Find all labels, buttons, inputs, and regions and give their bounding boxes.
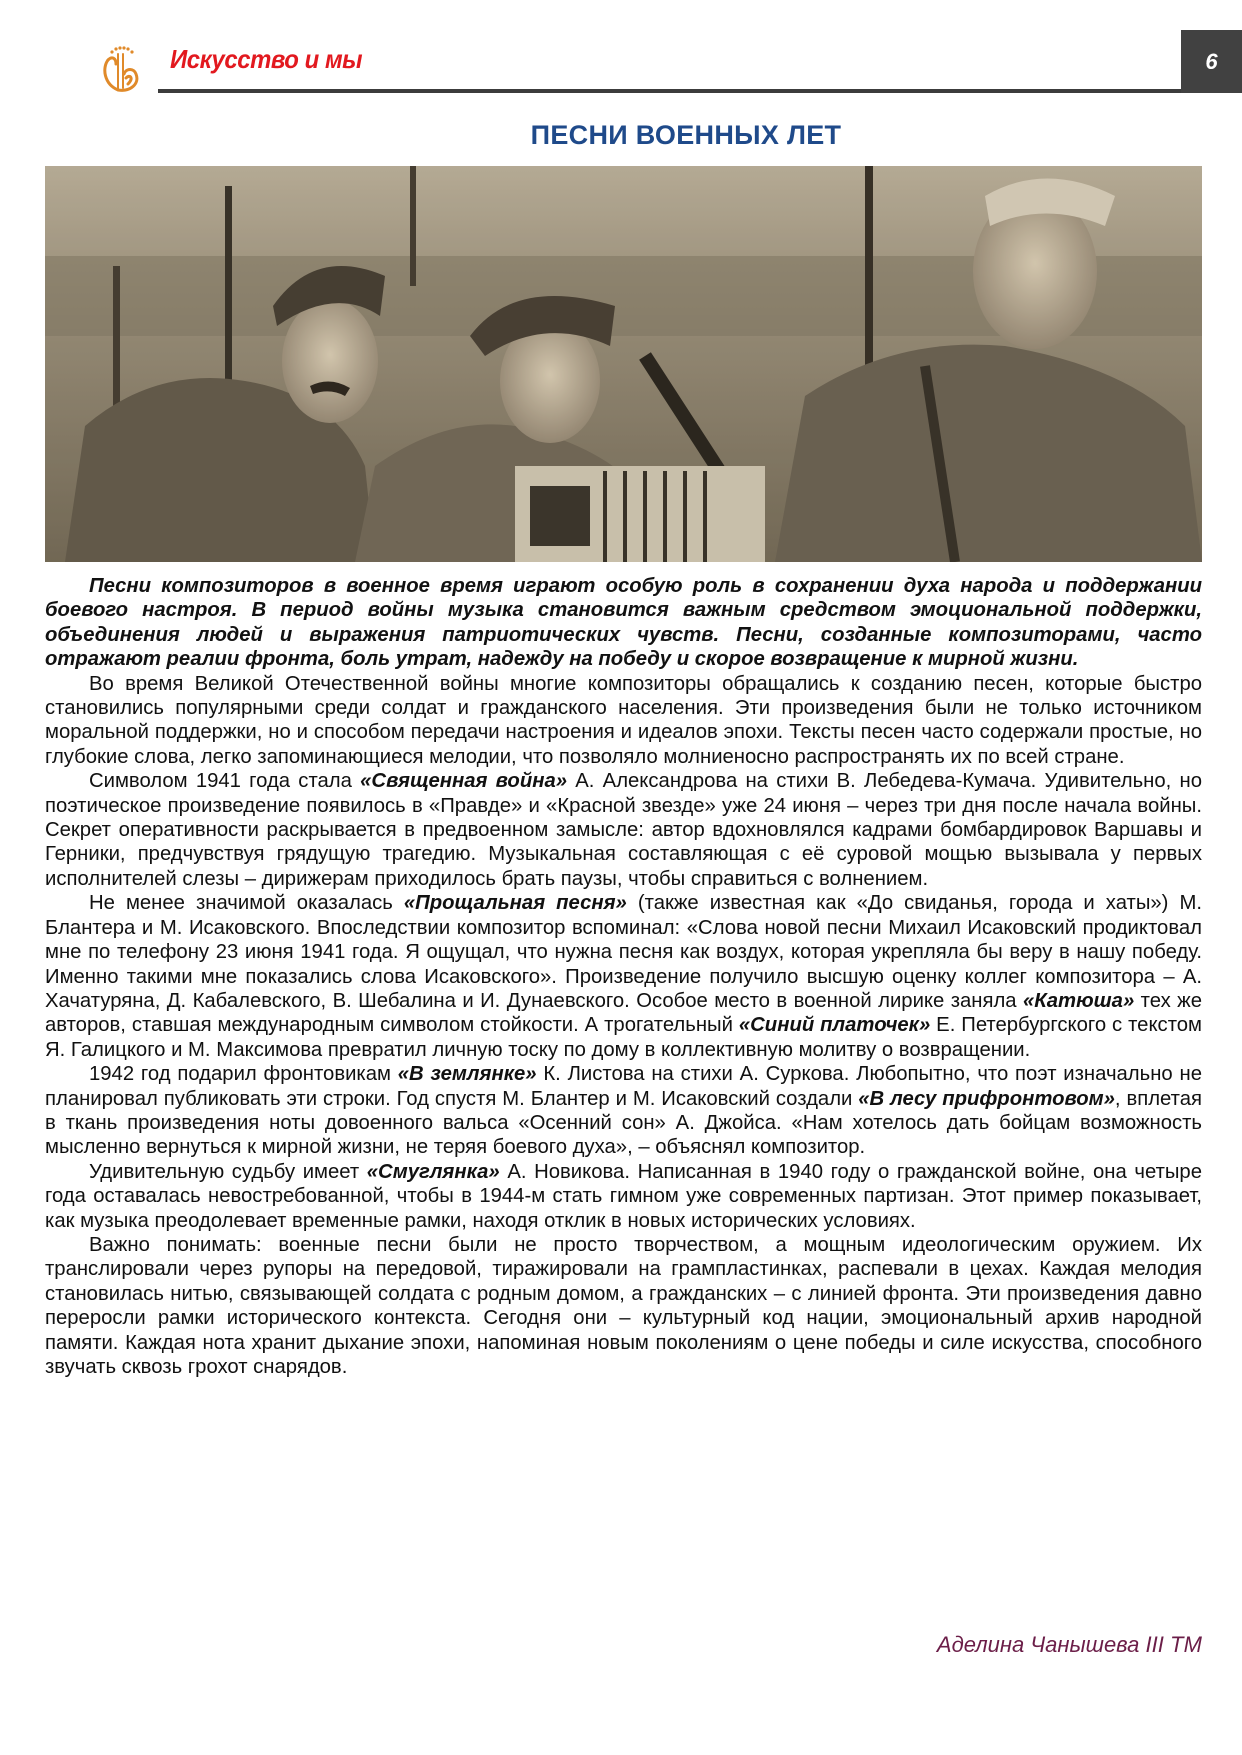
page-number-badge — [1181, 30, 1242, 93]
song-title-smuglyanka: «Смуглянка» — [366, 1160, 500, 1183]
text-fragment: Не менее значимой оказалась — [89, 892, 404, 915]
paragraph-5 — [45, 1160, 1202, 1233]
author-signature: Аделина Чанышева III ТМ — [936, 1632, 1202, 1657]
text-fragment: , вплетая в ткань произведения ноты довоенного вальса «Осенний сон» А. Джойса. «Нам хотелось дать бойцам возможность мысленно вернуться к мирной жизни, не теряя боевого духа», – объяснял композитор. — [45, 1087, 1202, 1159]
song-title-dugout: «В землянке» — [397, 1063, 537, 1086]
article-body — [45, 574, 1202, 1379]
soldiers-photo-illustration — [45, 166, 1202, 562]
article-photo — [45, 166, 1202, 562]
text-fragment: Удивительную судьбу имеет — [89, 1160, 367, 1183]
text-fragment: Е. Петербургского с текстом Я. Галицкого и М. Максимова превратил личную тоску по дому в коллективную молитву о возвращении. — [45, 1014, 1202, 1061]
song-title-katyusha: «Катюша» — [1023, 989, 1135, 1012]
article-lead: Песни композиторов в военное время играют особую роль в сохранении духа народа и поддержании боевого настроя. В период войны музыка становится важным средством эмоциональной поддержки, объединения людей и выражения патриотических чувств. Песни, созданные композиторами, часто отражают реалии фронта, боль утрат, надежду на победу и скорое возвращение к мирной жизни. — [45, 575, 1202, 671]
lyre-logo-icon — [100, 44, 144, 94]
article-title: ПЕСНИ ВОЕННЫХ ЛЕТ — [530, 120, 842, 151]
song-title-farewell: «Прощальная песня» — [403, 892, 627, 915]
text-fragment: 1942 год подарил фронтовикам — [89, 1063, 398, 1086]
text-fragment: А. Новикова. Написанная в 1940 году о гражданской войне, она четыре года оставалась невостребованной, чтобы в 1944-м стать гимном уже современных партизан. Этот пример показывает, как музыка преодолевает временные рамки, находя отклик в новых исторических условиях. — [45, 1160, 1202, 1232]
paragraph-6: Важно понимать: военные песни были не просто творчеством, а мощным идеологическим оружием. Их транслировали через рупоры на передовой, тиражировали на грампластинках, распевали в цехах. Каждая мелодия становилась нитью, связывающей солдата с родным домом, а гражданских – с линией фронта. Эти произведения давно переросли рамки исторического контекста. Сегодня они – культурный код нации, эмоциональный архив народной памяти. Каждая нота хранит дыхание эпохи, напоминая новым поколениям о цене победы и силе искусства, способного звучать сквозь грохот снарядов. — [45, 1233, 1202, 1378]
text-fragment: Символом 1941 года стала — [89, 770, 361, 793]
text-fragment: А. Александрова на стихи В. Лебедева-Кумача. Удивительно, но поэтическое произведение появилось в «Правде» и «Красной звезде» уже 24 июня – через три дня после начала войны. Секрет оперативности раскрывается в предвоенном замысле: автор вдохновлялся кадрами бомбардировок Варшавы и Герники, предчувствуя грядущую трагедию. Музыкальная составляющая с её суровой мощью вызывала у первых исполнителей слезы – дирижерам приходилось брать паузы, чтобы справиться с волнением. — [45, 770, 1203, 890]
paragraph-2 — [45, 769, 1202, 891]
paragraph-4 — [45, 1062, 1202, 1160]
header-divider — [158, 89, 1182, 93]
text-fragment: К. Листова на стихи А. Суркова. Любопытно, что поэт изначально не планировал публиковать эти строки. Год спустя М. Блантер и М. Исаковский создали — [45, 1063, 1202, 1110]
page-header — [0, 0, 1242, 100]
paragraph-3 — [45, 891, 1202, 1062]
text-fragment: тех же авторов, ставшая международным символом стойкости. А трогательный — [45, 989, 1202, 1037]
paragraph-1: Во время Великой Отечественной войны многие композиторы обращались к созданию песен, которые быстро становились популярными среди солдат и гражданского населения. Эти произведения были не только источником моральной поддержки, но и способом передачи настроения и идеалов эпохи. Тексты песен часто содержали простые, но глубокие слова, легко запоминающиеся мелодии, что позволяло молниеносно распространять их по всей стране. — [45, 672, 1202, 768]
page-number: 6 — [1205, 49, 1218, 74]
song-title-frontline-forest: «В лесу прифронтовом» — [858, 1087, 1115, 1110]
text-fragment: (также известная как «До свиданья, города и хаты») М. Блантера и М. Исаковского. Впоследствии композитор вспоминал: «Слова новой песни Михаил Исаковский продиктовал мне по телефону 23 июня 1941 года. Я ощущал, что нужна песня как воздух, которая укрепляла бы веру в нашу победу. Именно такими мне показались слова Исаковского». Произведение получило высшую оценку коллег композитора – А. Хачатуряна, Д. Кабалевского, В. Шебалина и И. Дунаевского. Особое место в военной лирике заняла — [45, 892, 1202, 1012]
magazine-brand: Искусство и мы — [170, 44, 363, 74]
song-title-blue-scarf: «Синий платочек» — [738, 1014, 931, 1037]
song-title-sacred-war: «Священная война» — [360, 770, 568, 793]
